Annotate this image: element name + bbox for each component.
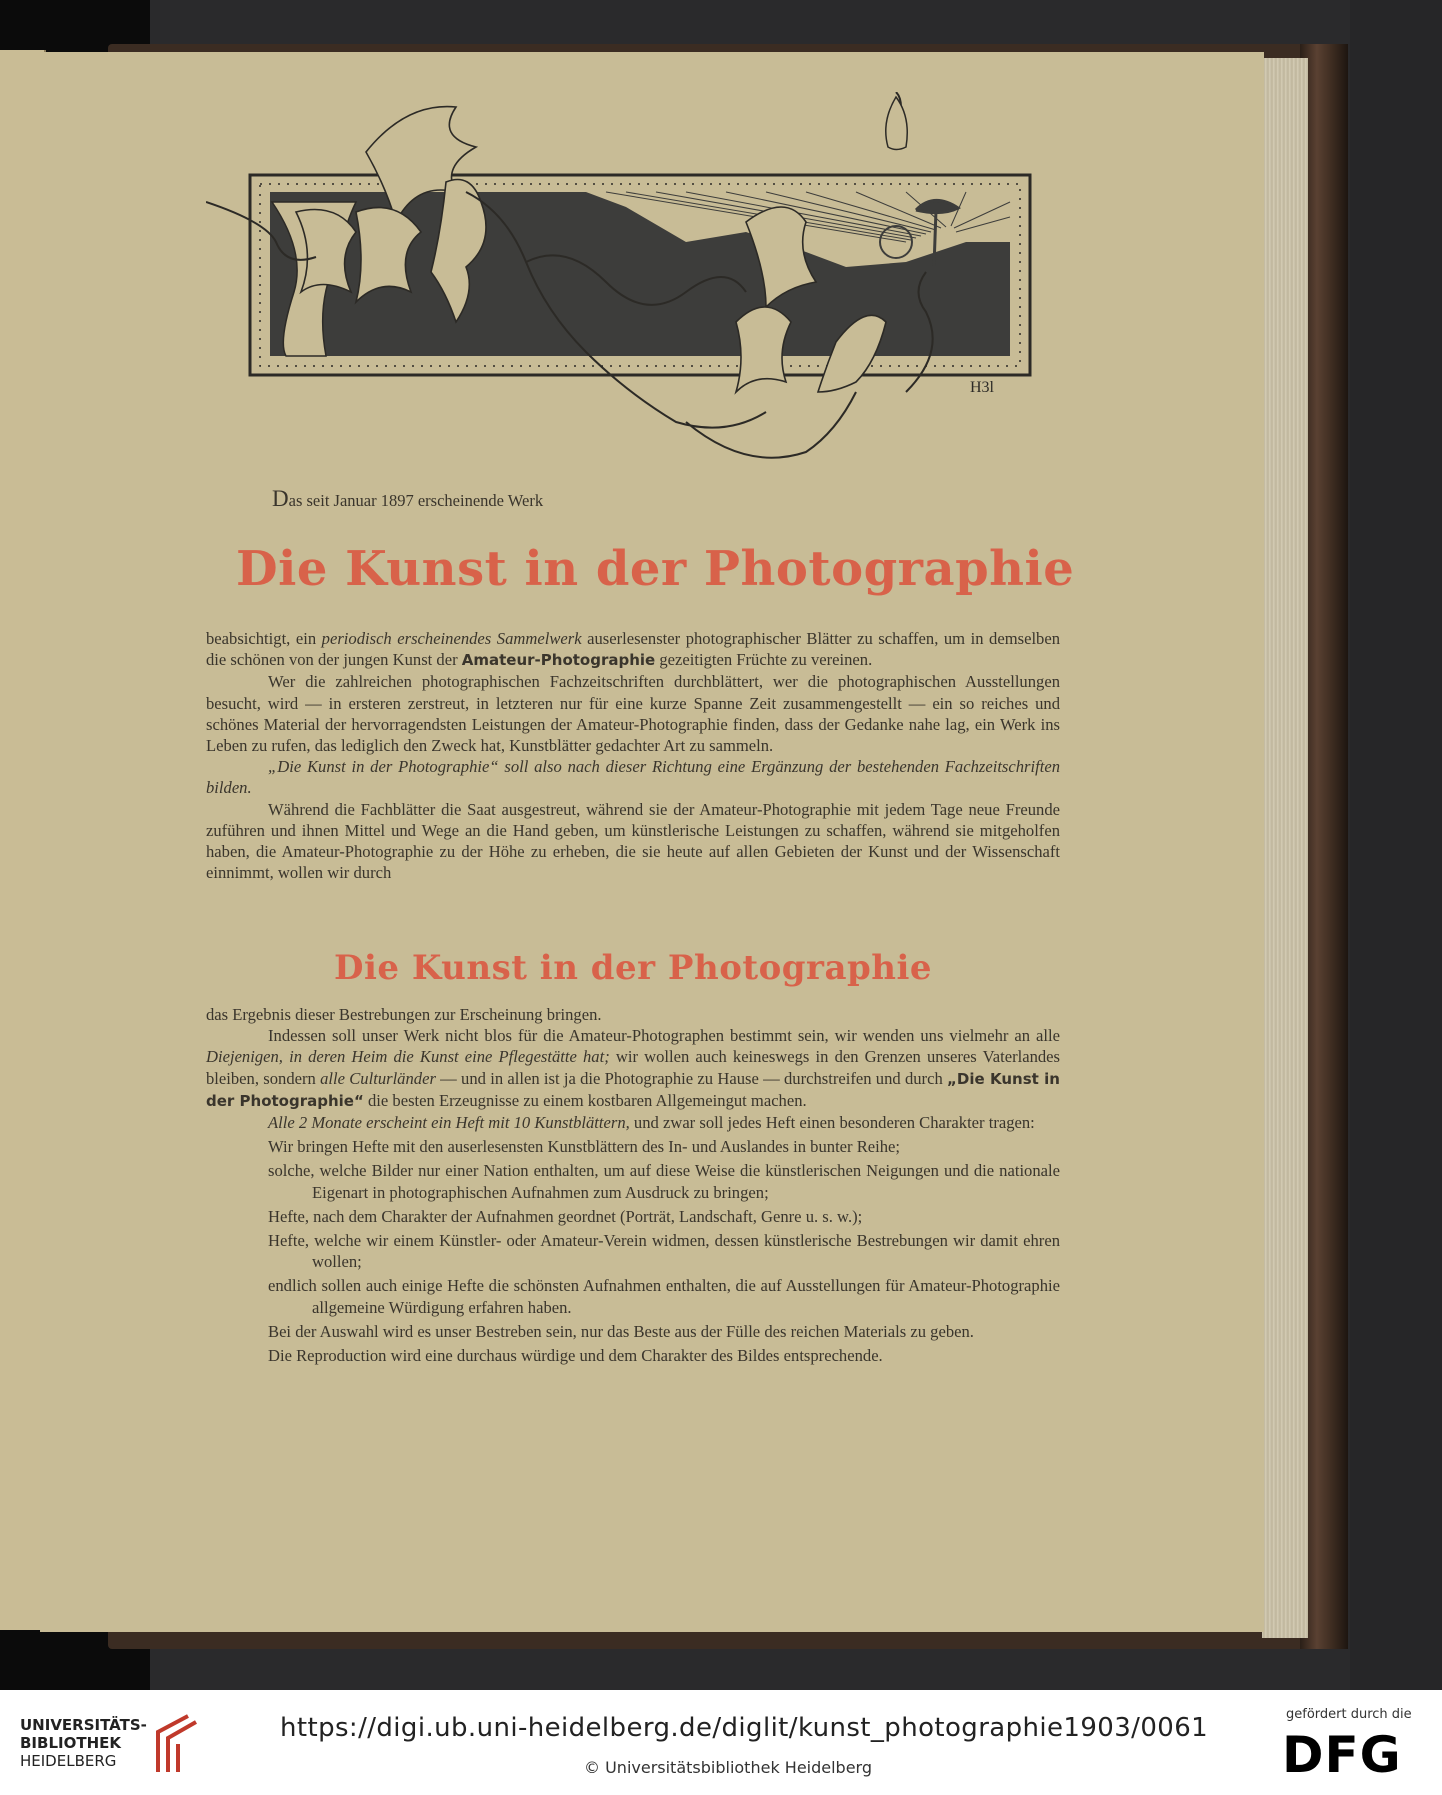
paragraph-5: das Ergebnis dieser Bestrebungen zur Erscheinung bringen. bbox=[206, 1005, 602, 1024]
list-item: endlich sollen auch einige Hefte die schönsten Aufnahmen enthalten, die auf Ausstellungen für Amateur-Photographie allgemeine Würdigung erfahren haben. bbox=[268, 1276, 1060, 1317]
heft-list bbox=[206, 1136, 1060, 1318]
funding-text: gefördert durch die bbox=[1286, 1707, 1412, 1722]
library-logo-icon[interactable] bbox=[148, 1712, 200, 1776]
list-item: Hefte, welche wir einem Künstler- oder Amateur-Verein widmen, dessen künstlerische Bestrebungen wir damit ehren wollen; bbox=[268, 1231, 1060, 1272]
section-title: Die Kunst in der Photographie bbox=[334, 948, 933, 988]
paragraph-1: beabsichtigt, ein periodisch erscheinendes Sammelwerk auserlesenster photographischer Blätter zu schaffen, um in demselben die schönen von der jungen Kunst der Amateur-Photographie gezeitigten Früchte zu vereinen. bbox=[206, 629, 1061, 670]
paragraph-9: Die Reproduction wird eine durchaus würdige und dem Charakter des Bildes entsprechende. bbox=[268, 1346, 883, 1366]
dfg-logo[interactable]: DFG bbox=[1282, 1726, 1402, 1784]
list-item: Hefte, nach dem Charakter der Aufnahmen geordnet (Porträt, Landschaft, Genre u. s. w.); bbox=[268, 1206, 863, 1226]
list-item: Wir bringen Hefte mit den auserlesensten Kunstblättern des In- und Auslandes in bunter Reihe; bbox=[268, 1137, 901, 1157]
intro-text: as seit Januar 1897 erscheinende Werk bbox=[288, 491, 544, 510]
permalink-url[interactable]: https://digi.ub.uni-heidelberg.de/diglit/kunst_photographie1903/0061 bbox=[280, 1713, 1209, 1743]
page-title: Die Kunst in der Photographie bbox=[236, 541, 1075, 597]
paragraph-4: Während die Fachblätter die Saat ausgestreut, während sie der Amateur-Photographie mit jedem Tage neue Freunde zuführen und ihnen Mittel und Wege an die Hand geben, um künstlerische Leistungen zu schaffen, während sie mitgeholfen haben, die Amateur-Photographie zu der Höhe zu erheben, die sie heute auf allen Gebieten der Kunst und der Wissenschaft einnimmt, wollen wir durch bbox=[206, 799, 1060, 883]
right-background bbox=[1350, 0, 1442, 1690]
paragraph-3: „Die Kunst in der Photographie“ soll also nach dieser Richtung eine Ergänzung der bestehenden Fachzeitschriften bilden. bbox=[206, 757, 1060, 798]
paragraph-6: Indessen soll unser Werk nicht blos für die Amateur-Photographen bestimmt sein, wir wenden uns vielmehr an alle Diejenigen, in deren Heim die Kunst eine Pflegestätte hat; wir wollen auch keineswegs in den Grenzen unseres Vaterlandes bleiben, sondern alle Culturländer — und in allen ist ja die Photographie zu Hause — durchstreifen und durch „Die Kunst in der Photographie“ die besten Erzeugnisse zu einem kostbaren Allgemeingut machen. bbox=[206, 1026, 1060, 1110]
list-item: solche, welche Bilder nur einer Nation enthalten, um auf diese Weise die künstlerischen Neigungen und die nationale Eigenart in photographischen Aufnahmen zum Ausdruck zu bringen; bbox=[268, 1161, 1060, 1202]
paragraph-8: Bei der Auswahl wird es unser Bestreben sein, nur das Beste aus der Fülle des reichen Materials zu geben. bbox=[268, 1321, 974, 1341]
intro-dropcap: D bbox=[272, 486, 289, 511]
text-block-1 bbox=[206, 628, 1060, 883]
illustration-signature: H3l bbox=[970, 379, 994, 396]
copyright-text: © Universitätsbibliothek Heidelberg bbox=[584, 1758, 873, 1777]
text-block-2 bbox=[206, 1004, 1060, 1366]
page-stack-edge bbox=[1262, 58, 1308, 1638]
paragraph-7: Alle 2 Monate erscheint ein Heft mit 10 Kunstblättern, und zwar soll jedes Heft einen besonderen Charakter tragen: bbox=[268, 1113, 1035, 1133]
library-logo-text[interactable]: UNIVERSITÄTS- BIBLIOTHEK HEIDELBERG bbox=[20, 1716, 147, 1770]
paragraph-2: Wer die zahlreichen photographischen Fachzeitschriften durchblättert, wer die photographischen Ausstellungen besucht, wird — in ersteren zerstreut, in letzteren nur für eine kurze Spanne Zeit zusammengestellt — ein so reiches und schönes Material der hervorragendsten Leistungen der Amateur-Photographie finden, dass der Gedanke nahe lag, ein Werk ins Leben zu rufen, das lediglich den Zweck hat, Kunstblätter gedachter Art zu sammeln. bbox=[206, 672, 1060, 756]
intro-line bbox=[272, 486, 543, 512]
header-illustration bbox=[206, 92, 1076, 477]
